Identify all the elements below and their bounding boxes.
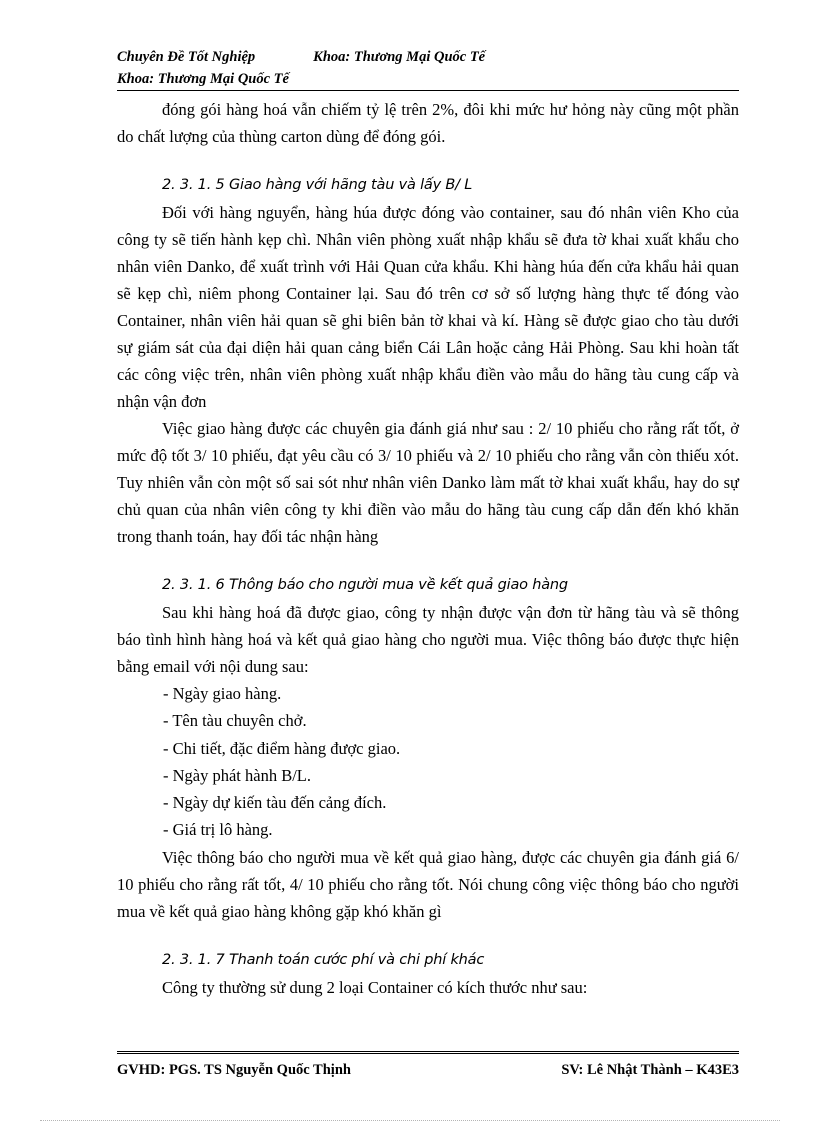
paragraph-delivery-evaluation: Việc giao hàng được các chuyên gia đánh giá như sau : 2/ 10 phiếu cho rằng rất tốt, ở mức độ tốt 3/ 10 phiếu, đạt yêu cầu có 3/ 10 phiếu và 2/ 10 phiếu cho rằng vẫn còn thiếu xót. Tuy nhiên vẫn còn một số sai sót như nhân viên Danko làm mất tờ khai xuất khẩu, hay do sự chủ quan của nhân viên công ty khi điền vào mẫu do hãng tàu cung cấp dẫn đến khó khăn trong thanh toán, hay đối tác nhận hàng <box>117 419 739 546</box>
list-item: - Ngày dự kiến tàu đến cảng đích. <box>163 793 387 813</box>
footer-rule <box>117 1051 739 1054</box>
header-line-1 <box>117 46 739 68</box>
page-bottom-dotted-border <box>40 1120 780 1121</box>
list-item: - Ngày giao hàng. <box>163 684 282 703</box>
section-heading-2-3-1-6: 2. 3. 1. 6 Thông báo cho người mua về kết quả giao hàng <box>162 577 568 593</box>
section-heading-2-3-1-7: 2. 3. 1. 7 Thanh toán cước phí và chi phí khác <box>162 951 485 968</box>
page-footer <box>117 1051 739 1080</box>
header-thesis-title: Chuyên Đề Tốt Nghiệp <box>117 49 256 65</box>
header-rule <box>117 90 739 91</box>
paragraph-container-types: Công ty thường sử dung 2 loại Container có kích thước như sau: <box>162 977 588 997</box>
header-faculty-line-2: Khoa: Thương Mại Quốc Tế <box>117 71 289 87</box>
bullet-list <box>117 680 739 844</box>
paragraph-notification: Sau khi hàng hoá đã được giao, công ty nhận được vận đơn từ hãng tàu và sẽ thông báo tình hình hàng hoá và kết quả giao hàng cho người mua. Việc thông báo được thực hiện bằng email với nội dung sau: <box>117 603 739 676</box>
list-item: - Chi tiết, đặc điểm hàng được giao. <box>163 738 401 758</box>
header-faculty: Khoa: Thương Mại Quốc Tế <box>313 49 486 65</box>
footer-supervisor: GVHD: PGS. TS Nguyễn Quốc Thịnh <box>117 1062 351 1078</box>
list-item: - Giá trị lô hàng. <box>163 820 273 840</box>
page-header <box>117 46 739 90</box>
footer-student: SV: Lê Nhật Thành – K43E3 <box>561 1062 739 1078</box>
page-body <box>117 96 739 1001</box>
section-heading-2-3-1-5: 2. 3. 1. 5 Giao hàng với hãng tàu và lấy B/ L <box>162 177 473 193</box>
list-item: - Tên tàu chuyên chở. <box>163 711 307 731</box>
paragraph-delivery-process: Đối với hàng nguyển, hàng húa được đóng vào container, sau đó nhân viên Kho của công ty sẽ tiến hành kẹp chì. Nhân viên phòng xuất nhập khẩu sẽ đưa tờ khai xuất khẩu cho nhân viên Danko, để xuất trình với Hải Quan cửa khẩu. Khi hàng húa đến cửa khẩu hải quan sẽ kẹp chì, niêm phong Container lại. Sau đó trên cơ sở số lượng hàng thực tế đóng vào Container, nhân viên hải quan sẽ ghi biên bản tờ khai và kí. Hàng sẽ được giao cho tàu dưới sự giám sát của đại diện hải quan cảng biển Cái Lân hoặc cảng Hải Phòng. Sau khi hoàn tất các công việc trên, nhân viên phòng xuất nhập khẩu điền vào mẫu do hãng tàu cung cấp và nhận vận đơn <box>117 203 739 411</box>
list-item: - Ngày phát hành B/L. <box>163 765 312 785</box>
paragraph-notification-evaluation: Việc thông báo cho người mua về kết quả giao hàng, được các chuyên gia đánh giá 6/ 10 phiếu cho rằng rất tốt, 4/ 10 phiếu cho rằng tốt. Nói chung công việc thông báo cho người mua về kết quả giao hàng không gặp khó khăn gì <box>117 847 739 921</box>
paragraph-continued: đóng gói hàng hoá vẫn chiếm tỷ lệ trên 2%, đôi khi mức hư hỏng này cũng một phần do chất lượng của thùng carton dùng để đóng gói. <box>117 100 739 146</box>
